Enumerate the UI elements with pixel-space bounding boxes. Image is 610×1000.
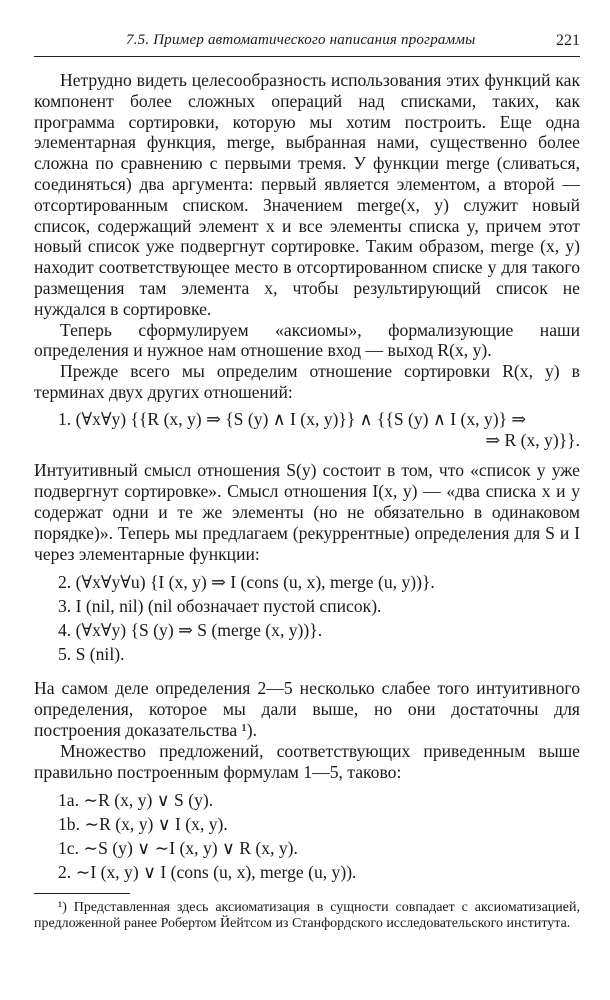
footnote-divider [34,893,130,894]
paragraph-intuitive-meaning: Интуитивный смысл отношения S(y) состоит в том, что «список y уже подвергнут сортировке». Смысл отношения I(x, y) — «два списка x и y содержат одни и те же элементы (но не обязательно в одинаковом порядке)». Теперь мы предлагаем (рекуррентные) определения для S и I через элементарные функции: [34,460,580,564]
paragraph-weaker-definitions: На самом деле определения 2—5 несколько слабее того интуитивного определения, которое мы дали выше, но они достаточны для построения доказательства ¹). [34,678,580,740]
paragraph-clause-set: Множество предложений, соответствующих приведенным выше правильно построенным формулам 1—5, таково: [34,740,580,782]
paragraph-sort-relation: Прежде всего мы определим отношение сортировки R(x, y) в терминах двух других отношений: [34,361,580,402]
axiom-1-line-2: ⇒ R (x, y)}}. [485,429,580,450]
section-title: 7.5. Пример автоматического написания программы [126,32,476,48]
footnote: ¹) Представленная здесь аксиоматизация в сущности совпадает с аксиоматизацией, предложенной ранее Робертом Йейтсом из Станфордского исследовательского института. [34,900,580,931]
paragraph-axioms-intro: Теперь сформулируем «аксиомы», формализующие наши определения и нужное нам отношение вход — выход R(x, y). [34,319,580,361]
paragraph-merge-function: Нетрудно видеть целесообразность использования этих функций как компонент более сложных операций над списками, таких, как программа сортировки, которую мы хотим построить. Еще одна элементарная функция, merge, выбранная нами, существенно более сложна по сравнению с первыми тремя. У функции merge (сливаться, соединяться) два аргумента: первый является элементом, а второй — отсортированным списком. Значением merge(x, y) служит новый список, содержащий элемент x и все элементы списка y, причем этот новый список уже подвергнут сортировке. Таким образом, merge (x, y) находит соответствующее место в отсортированном списке y для такого размещения там элемента x, чтобы результирующий список не нуждался в сортировке. [34,70,580,319]
clause-1c: 1c. ∼S (y) ∨ ∼I (x, y) ∨ R (x, y). [58,838,298,859]
axiom-5: 5. S (nil). [58,644,125,665]
main-text [34,70,580,884]
clause-1a: 1a. ∼R (x, y) ∨ S (y). [58,790,214,811]
axiom-1-line-1: 1. (∀x∀y) {{R (x, y) ⇒ {S (y) ∧ I (x, y)}} ∧ {{S (y) ∧ I (x, y)} ⇒ [58,408,527,429]
page-number: 221 [556,32,580,49]
axiom-2: 2. (∀x∀y∀u) {I (x, y) ⇒ I (cons (u, x), merge (u, y))}. [58,572,435,593]
clause-2: 2. ∼I (x, y) ∨ I (cons (u, x), merge (u, y)). [58,862,357,883]
clause-1b: 1b. ∼R (x, y) ∨ I (x, y). [58,814,228,835]
running-header [34,30,580,57]
axiom-4: 4. (∀x∀y) {S (y) ⇒ S (merge (x, y))}. [58,620,323,641]
axiom-3: 3. I (nil, nil) (nil обозначает пустой список). [58,596,382,617]
